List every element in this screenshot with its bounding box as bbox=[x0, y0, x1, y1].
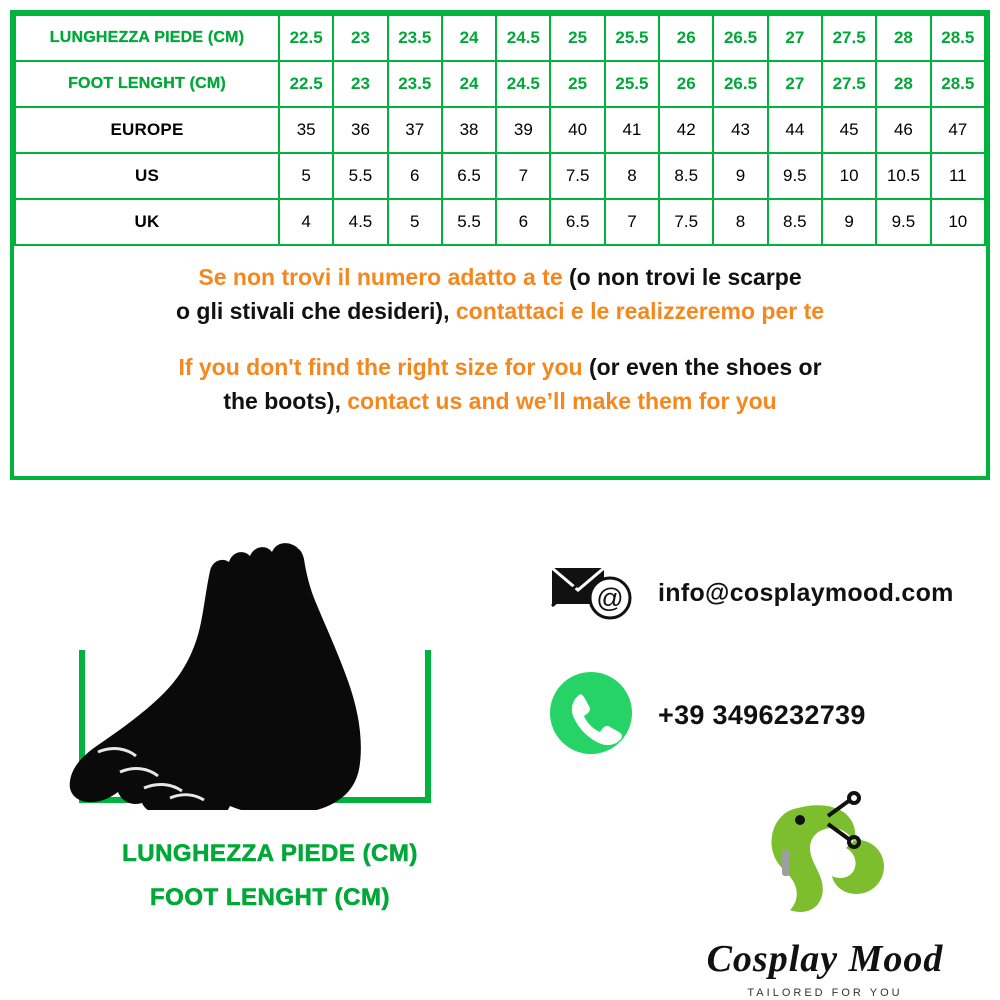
cell: 9 bbox=[713, 153, 767, 199]
note-en-line2-orange: contact us and we’ll make them for you bbox=[347, 388, 777, 414]
cell: 42 bbox=[659, 107, 713, 153]
cell: 4.5 bbox=[333, 199, 387, 245]
cell: 24.5 bbox=[496, 15, 550, 61]
cell: 10.5 bbox=[876, 153, 930, 199]
cell: 7.5 bbox=[659, 199, 713, 245]
cell: 28 bbox=[876, 15, 930, 61]
table-row bbox=[15, 107, 985, 153]
row-label: LUNGHEZZA PIEDE (CM) bbox=[15, 15, 279, 61]
cell: 40 bbox=[550, 107, 604, 153]
bottom-section bbox=[0, 490, 1000, 1000]
note-it-line1-black: (o non trovi le scarpe bbox=[569, 264, 802, 290]
cell: 9 bbox=[822, 199, 876, 245]
cell: 6.5 bbox=[550, 199, 604, 245]
size-chart-panel bbox=[10, 10, 990, 480]
cell: 26.5 bbox=[713, 61, 767, 107]
cell: 24 bbox=[442, 61, 496, 107]
cell: 7 bbox=[605, 199, 659, 245]
cell: 35 bbox=[279, 107, 333, 153]
row-label: US bbox=[15, 153, 279, 199]
foot-caption bbox=[40, 840, 500, 928]
cell: 24 bbox=[442, 15, 496, 61]
cell: 45 bbox=[822, 107, 876, 153]
cell: 24.5 bbox=[496, 61, 550, 107]
table-row bbox=[15, 153, 985, 199]
cell: 10 bbox=[822, 153, 876, 199]
note-it-line1-orange: Se non trovi il numero adatto a te bbox=[198, 264, 563, 290]
cell: 5.5 bbox=[333, 153, 387, 199]
cell: 22.5 bbox=[279, 15, 333, 61]
cell: 27.5 bbox=[822, 15, 876, 61]
foot-illustration bbox=[60, 500, 480, 810]
cell: 6 bbox=[496, 199, 550, 245]
cell: 27 bbox=[768, 61, 822, 107]
cell: 5 bbox=[279, 153, 333, 199]
size-table bbox=[14, 14, 986, 246]
cell: 5.5 bbox=[442, 199, 496, 245]
cell: 47 bbox=[931, 107, 985, 153]
row-label: UK bbox=[15, 199, 279, 245]
note-italian bbox=[40, 260, 960, 328]
note-en-line1-orange: If you don't find the right size for you bbox=[178, 354, 583, 380]
note-it-line2-orange: contattaci e le realizzeremo per te bbox=[455, 298, 825, 324]
note-en-line1-black: (or even the shoes or bbox=[588, 354, 822, 380]
cell: 37 bbox=[388, 107, 442, 153]
notes-area bbox=[14, 246, 986, 418]
cell: 43 bbox=[713, 107, 767, 153]
table-row bbox=[15, 15, 985, 61]
logo-word-part2: Mood bbox=[848, 938, 944, 980]
brand-logo bbox=[690, 780, 960, 999]
cell: 7.5 bbox=[550, 153, 604, 199]
cell: 38 bbox=[442, 107, 496, 153]
contact-phone-row[interactable] bbox=[548, 670, 866, 761]
logo-wordmark bbox=[690, 937, 960, 981]
cell: 25 bbox=[550, 61, 604, 107]
cell: 8.5 bbox=[659, 153, 713, 199]
cell: 6 bbox=[388, 153, 442, 199]
cell: 41 bbox=[605, 107, 659, 153]
whatsapp-icon[interactable] bbox=[548, 670, 634, 761]
chameleon-icon bbox=[740, 780, 910, 930]
cell: 23 bbox=[333, 15, 387, 61]
cell: 9.5 bbox=[768, 153, 822, 199]
row-label: EUROPE bbox=[15, 107, 279, 153]
cell: 28.5 bbox=[931, 61, 985, 107]
row-label: FOOT LENGHT (CM) bbox=[15, 61, 279, 107]
cell: 28 bbox=[876, 61, 930, 107]
cell: 26 bbox=[659, 15, 713, 61]
cell: 22.5 bbox=[279, 61, 333, 107]
cell: 5 bbox=[388, 199, 442, 245]
cell: 6.5 bbox=[442, 153, 496, 199]
cell: 28.5 bbox=[931, 15, 985, 61]
table-row bbox=[15, 199, 985, 245]
cell: 46 bbox=[876, 107, 930, 153]
logo-word-part1: Cosplay bbox=[706, 938, 839, 980]
cell: 25 bbox=[550, 15, 604, 61]
phone-text[interactable]: +39 3496232739 bbox=[658, 700, 866, 730]
table-row bbox=[15, 61, 985, 107]
cell: 8 bbox=[713, 199, 767, 245]
caption-line-en: FOOT LENGHT (CM) bbox=[150, 884, 390, 911]
cell: 27 bbox=[768, 15, 822, 61]
cell: 8 bbox=[605, 153, 659, 199]
note-it-line2-black: o gli stivali che desideri), bbox=[175, 298, 450, 324]
note-en-line2-black: the boots), bbox=[223, 388, 341, 414]
cell: 23.5 bbox=[388, 15, 442, 61]
cell: 8.5 bbox=[768, 199, 822, 245]
note-english bbox=[40, 350, 960, 418]
cell: 39 bbox=[496, 107, 550, 153]
contact-email-row[interactable] bbox=[548, 560, 954, 627]
cell: 36 bbox=[333, 107, 387, 153]
foot-diagram-svg bbox=[60, 500, 480, 810]
cell: 7 bbox=[496, 153, 550, 199]
foot-silhouette bbox=[70, 543, 361, 810]
envelope-at-icon bbox=[548, 560, 634, 627]
cell: 44 bbox=[768, 107, 822, 153]
caption-line-it: LUNGHEZZA PIEDE (CM) bbox=[122, 840, 418, 867]
cell: 9.5 bbox=[876, 199, 930, 245]
cell: 4 bbox=[279, 199, 333, 245]
cell: 23.5 bbox=[388, 61, 442, 107]
cell: 26 bbox=[659, 61, 713, 107]
cell: 26.5 bbox=[713, 15, 767, 61]
cell: 10 bbox=[931, 199, 985, 245]
cell: 23 bbox=[333, 61, 387, 107]
email-text[interactable]: info@cosplaymood.com bbox=[658, 579, 954, 607]
cell: 25.5 bbox=[605, 15, 659, 61]
svg-text:@: @ bbox=[596, 583, 624, 613]
cell: 27.5 bbox=[822, 61, 876, 107]
logo-tagline: TAILORED FOR YOU bbox=[747, 987, 903, 999]
cell: 25.5 bbox=[605, 61, 659, 107]
cell: 11 bbox=[931, 153, 985, 199]
